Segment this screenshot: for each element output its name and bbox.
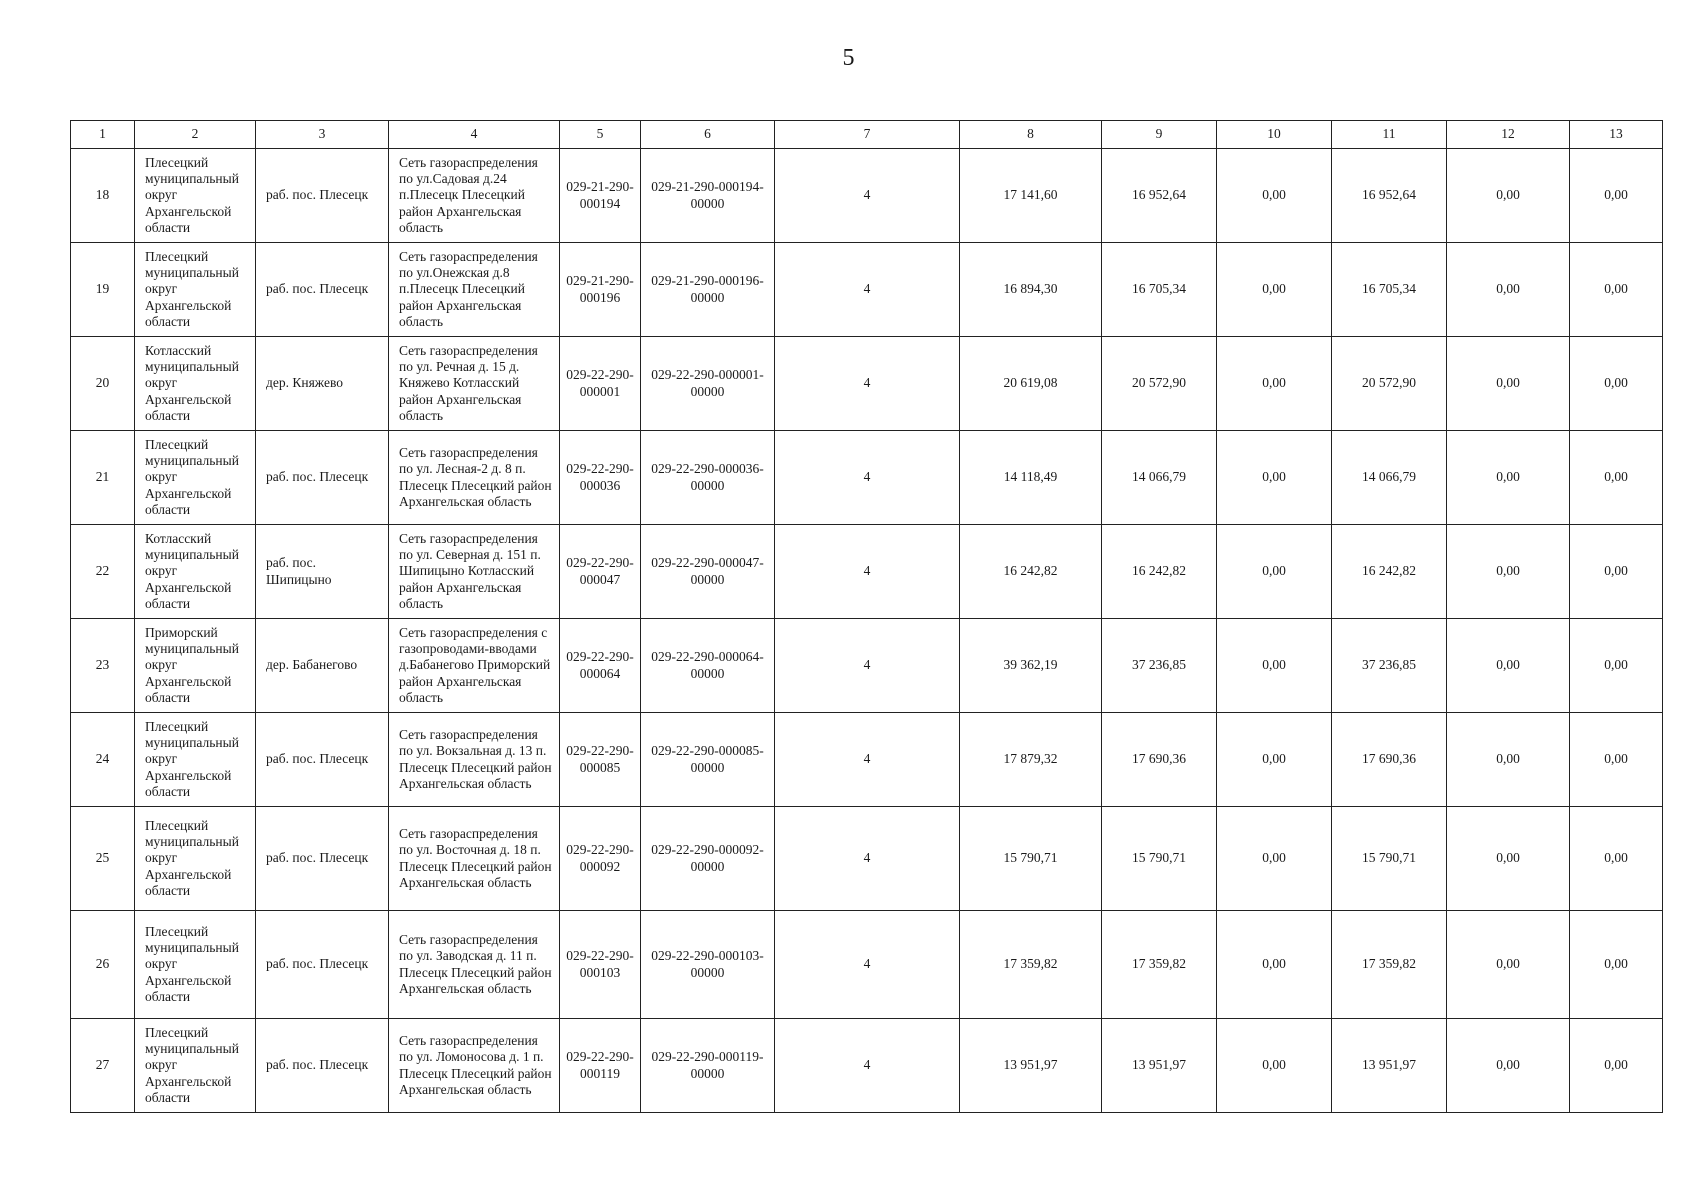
value-cell-12: 0,00 xyxy=(1447,243,1570,337)
row-number-cell: 21 xyxy=(71,431,135,525)
value-cell-8: 15 790,71 xyxy=(960,807,1102,911)
value-cell-13: 0,00 xyxy=(1570,619,1663,713)
value-cell-13: 0,00 xyxy=(1570,1019,1663,1113)
municipality-cell: Плесецкий муниципальный округ Архангельской области xyxy=(135,911,256,1019)
value-cell-12: 0,00 xyxy=(1447,337,1570,431)
object-code-cell: 029-21-290-000196 xyxy=(560,243,641,337)
column-header: 3 xyxy=(256,121,389,149)
value-cell-9: 16 242,82 xyxy=(1102,525,1217,619)
settlement-cell: раб. пос. Плесецк xyxy=(256,807,389,911)
value-cell-8: 17 141,60 xyxy=(960,149,1102,243)
column-header: 4 xyxy=(389,121,560,149)
object-code-cell: 029-22-290-000001 xyxy=(560,337,641,431)
value-cell-7: 4 xyxy=(775,713,960,807)
row-number-cell: 25 xyxy=(71,807,135,911)
object-name-cell: Сеть газораспределения по ул.Онежская д.8 п.Плесецк Плесецкий район Архангельская область xyxy=(389,243,560,337)
value-cell-11: 17 359,82 xyxy=(1332,911,1447,1019)
full-code-cell: 029-21-290-000194-00000 xyxy=(641,149,775,243)
value-cell-8: 16 894,30 xyxy=(960,243,1102,337)
value-cell-8: 17 359,82 xyxy=(960,911,1102,1019)
row-number-cell: 18 xyxy=(71,149,135,243)
value-cell-8: 17 879,32 xyxy=(960,713,1102,807)
value-cell-13: 0,00 xyxy=(1570,525,1663,619)
table-row xyxy=(71,1019,1663,1113)
table-row xyxy=(71,149,1663,243)
settlement-cell: раб. пос. Плесецк xyxy=(256,149,389,243)
value-cell-7: 4 xyxy=(775,243,960,337)
table-body xyxy=(71,149,1663,1113)
column-header: 6 xyxy=(641,121,775,149)
value-cell-10: 0,00 xyxy=(1217,337,1332,431)
value-cell-12: 0,00 xyxy=(1447,911,1570,1019)
value-cell-8: 20 619,08 xyxy=(960,337,1102,431)
value-cell-13: 0,00 xyxy=(1570,713,1663,807)
table-row xyxy=(71,337,1663,431)
value-cell-12: 0,00 xyxy=(1447,431,1570,525)
value-cell-7: 4 xyxy=(775,149,960,243)
full-code-cell: 029-22-290-000001-00000 xyxy=(641,337,775,431)
table-row xyxy=(71,911,1663,1019)
full-code-cell: 029-22-290-000103-00000 xyxy=(641,911,775,1019)
settlement-cell: раб. пос. Плесецк xyxy=(256,713,389,807)
full-code-cell: 029-22-290-000085-00000 xyxy=(641,713,775,807)
value-cell-11: 14 066,79 xyxy=(1332,431,1447,525)
column-header: 2 xyxy=(135,121,256,149)
object-code-cell: 029-22-290-000047 xyxy=(560,525,641,619)
value-cell-10: 0,00 xyxy=(1217,807,1332,911)
value-cell-11: 20 572,90 xyxy=(1332,337,1447,431)
municipality-cell: Плесецкий муниципальный округ Архангельской области xyxy=(135,431,256,525)
object-name-cell: Сеть газораспределения по ул. Восточная д. 18 п. Плесецк Плесецкий район Архангельская область xyxy=(389,807,560,911)
value-cell-11: 17 690,36 xyxy=(1332,713,1447,807)
value-cell-7: 4 xyxy=(775,1019,960,1113)
row-number-cell: 26 xyxy=(71,911,135,1019)
value-cell-10: 0,00 xyxy=(1217,619,1332,713)
settlement-cell: дер. Бабанегово xyxy=(256,619,389,713)
value-cell-10: 0,00 xyxy=(1217,243,1332,337)
column-header: 10 xyxy=(1217,121,1332,149)
value-cell-9: 17 690,36 xyxy=(1102,713,1217,807)
municipality-cell: Плесецкий муниципальный округ Архангельской области xyxy=(135,713,256,807)
municipality-cell: Плесецкий муниципальный округ Архангельской области xyxy=(135,243,256,337)
value-cell-7: 4 xyxy=(775,525,960,619)
value-cell-9: 17 359,82 xyxy=(1102,911,1217,1019)
column-header: 1 xyxy=(71,121,135,149)
row-number-cell: 19 xyxy=(71,243,135,337)
value-cell-11: 16 242,82 xyxy=(1332,525,1447,619)
settlement-cell: раб. пос. Плесецк xyxy=(256,1019,389,1113)
page-number: 5 xyxy=(842,45,855,71)
row-number-cell: 20 xyxy=(71,337,135,431)
value-cell-13: 0,00 xyxy=(1570,149,1663,243)
municipality-cell: Котласский муниципальный округ Архангельской области xyxy=(135,337,256,431)
table-row xyxy=(71,525,1663,619)
object-code-cell: 029-22-290-000085 xyxy=(560,713,641,807)
column-header: 13 xyxy=(1570,121,1663,149)
municipality-cell: Приморский муниципальный округ Архангельской области xyxy=(135,619,256,713)
row-number-cell: 27 xyxy=(71,1019,135,1113)
municipality-cell: Плесецкий муниципальный округ Архангельской области xyxy=(135,1019,256,1113)
value-cell-7: 4 xyxy=(775,911,960,1019)
column-header: 7 xyxy=(775,121,960,149)
value-cell-12: 0,00 xyxy=(1447,1019,1570,1113)
value-cell-9: 14 066,79 xyxy=(1102,431,1217,525)
value-cell-13: 0,00 xyxy=(1570,911,1663,1019)
value-cell-12: 0,00 xyxy=(1447,525,1570,619)
value-cell-10: 0,00 xyxy=(1217,149,1332,243)
column-number-row xyxy=(71,121,1663,149)
value-cell-7: 4 xyxy=(775,619,960,713)
object-name-cell: Сеть газораспределения по ул. Вокзальная д. 13 п. Плесецк Плесецкий район Архангельская область xyxy=(389,713,560,807)
value-cell-12: 0,00 xyxy=(1447,807,1570,911)
object-name-cell: Сеть газораспределения по ул. Речная д. 15 д. Княжево Котласский район Архангельская область xyxy=(389,337,560,431)
value-cell-9: 15 790,71 xyxy=(1102,807,1217,911)
settlement-cell: раб. пос. Плесецк xyxy=(256,911,389,1019)
table-row xyxy=(71,807,1663,911)
settlement-cell: раб. пос. Плесецк xyxy=(256,243,389,337)
municipality-cell: Котласский муниципальный округ Архангельской области xyxy=(135,525,256,619)
object-name-cell: Сеть газораспределения по ул. Лесная-2 д. 8 п. Плесецк Плесецкий район Архангельская область xyxy=(389,431,560,525)
value-cell-13: 0,00 xyxy=(1570,807,1663,911)
column-header: 11 xyxy=(1332,121,1447,149)
value-cell-8: 16 242,82 xyxy=(960,525,1102,619)
value-cell-8: 39 362,19 xyxy=(960,619,1102,713)
value-cell-10: 0,00 xyxy=(1217,1019,1332,1113)
value-cell-12: 0,00 xyxy=(1447,619,1570,713)
table-row xyxy=(71,431,1663,525)
value-cell-7: 4 xyxy=(775,337,960,431)
value-cell-11: 16 705,34 xyxy=(1332,243,1447,337)
value-cell-11: 16 952,64 xyxy=(1332,149,1447,243)
column-header: 12 xyxy=(1447,121,1570,149)
object-code-cell: 029-22-290-000092 xyxy=(560,807,641,911)
object-name-cell: Сеть газораспределения по ул. Северная д. 151 п. Шипицыно Котласский район Архангельская область xyxy=(389,525,560,619)
object-code-cell: 029-22-290-000036 xyxy=(560,431,641,525)
value-cell-9: 37 236,85 xyxy=(1102,619,1217,713)
object-name-cell: Сеть газораспределения с газопроводами-вводами д.Бабанегово Приморский район Архангельская область xyxy=(389,619,560,713)
value-cell-10: 0,00 xyxy=(1217,713,1332,807)
object-name-cell: Сеть газораспределения по ул. Заводская д. 11 п. Плесецк Плесецкий район Архангельская область xyxy=(389,911,560,1019)
full-code-cell: 029-22-290-000119-00000 xyxy=(641,1019,775,1113)
full-code-cell: 029-22-290-000092-00000 xyxy=(641,807,775,911)
value-cell-8: 14 118,49 xyxy=(960,431,1102,525)
object-code-cell: 029-22-290-000064 xyxy=(560,619,641,713)
value-cell-7: 4 xyxy=(775,807,960,911)
column-header: 5 xyxy=(560,121,641,149)
value-cell-10: 0,00 xyxy=(1217,525,1332,619)
value-cell-8: 13 951,97 xyxy=(960,1019,1102,1113)
object-name-cell: Сеть газораспределения по ул.Садовая д.24 п.Плесецк Плесецкий район Архангельская область xyxy=(389,149,560,243)
full-code-cell: 029-21-290-000196-00000 xyxy=(641,243,775,337)
value-cell-10: 0,00 xyxy=(1217,431,1332,525)
value-cell-12: 0,00 xyxy=(1447,713,1570,807)
value-cell-13: 0,00 xyxy=(1570,337,1663,431)
row-number-cell: 23 xyxy=(71,619,135,713)
value-cell-11: 15 790,71 xyxy=(1332,807,1447,911)
object-name-cell: Сеть газораспределения по ул. Ломоносова д. 1 п. Плесецк Плесецкий район Архангельская область xyxy=(389,1019,560,1113)
row-number-cell: 22 xyxy=(71,525,135,619)
table-row xyxy=(71,713,1663,807)
settlement-cell: дер. Княжево xyxy=(256,337,389,431)
municipality-cell: Плесецкий муниципальный округ Архангельской области xyxy=(135,149,256,243)
value-cell-9: 20 572,90 xyxy=(1102,337,1217,431)
table-row xyxy=(71,243,1663,337)
row-number-cell: 24 xyxy=(71,713,135,807)
value-cell-12: 0,00 xyxy=(1447,149,1570,243)
object-code-cell: 029-22-290-000119 xyxy=(560,1019,641,1113)
table-row xyxy=(71,619,1663,713)
column-header: 9 xyxy=(1102,121,1217,149)
full-code-cell: 029-22-290-000064-00000 xyxy=(641,619,775,713)
value-cell-7: 4 xyxy=(775,431,960,525)
object-code-cell: 029-21-290-000194 xyxy=(560,149,641,243)
value-cell-9: 13 951,97 xyxy=(1102,1019,1217,1113)
object-code-cell: 029-22-290-000103 xyxy=(560,911,641,1019)
value-cell-11: 13 951,97 xyxy=(1332,1019,1447,1113)
settlement-cell: раб. пос. Шипицыно xyxy=(256,525,389,619)
value-cell-9: 16 705,34 xyxy=(1102,243,1217,337)
column-header: 8 xyxy=(960,121,1102,149)
value-cell-13: 0,00 xyxy=(1570,243,1663,337)
value-cell-13: 0,00 xyxy=(1570,431,1663,525)
settlement-cell: раб. пос. Плесецк xyxy=(256,431,389,525)
full-code-cell: 029-22-290-000036-00000 xyxy=(641,431,775,525)
municipality-cell: Плесецкий муниципальный округ Архангельской области xyxy=(135,807,256,911)
full-code-cell: 029-22-290-000047-00000 xyxy=(641,525,775,619)
value-cell-9: 16 952,64 xyxy=(1102,149,1217,243)
registry-table xyxy=(70,120,1663,1113)
value-cell-10: 0,00 xyxy=(1217,911,1332,1019)
value-cell-11: 37 236,85 xyxy=(1332,619,1447,713)
